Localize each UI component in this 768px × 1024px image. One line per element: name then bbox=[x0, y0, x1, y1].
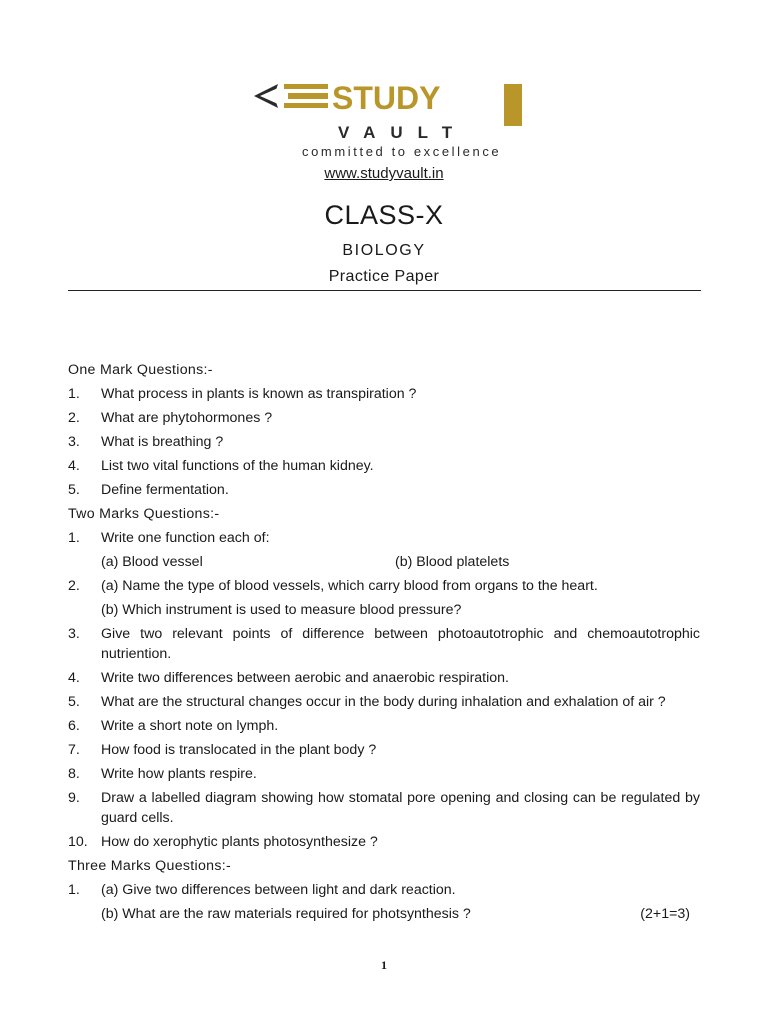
question-text: Write one function each of: bbox=[101, 530, 270, 546]
question-number: 10. bbox=[68, 834, 88, 850]
question-item bbox=[68, 624, 700, 668]
question-item bbox=[68, 788, 700, 832]
question-text: (a) Name the type of blood vessels, which carry blood from organs to the heart. bbox=[101, 578, 598, 594]
question-number: 5. bbox=[68, 482, 80, 498]
question-text: Write how plants respire. bbox=[101, 766, 257, 782]
question-item bbox=[68, 832, 700, 856]
page-number: 1 bbox=[381, 958, 387, 972]
question-number: 1. bbox=[68, 530, 80, 546]
question-item bbox=[68, 880, 700, 904]
question-number: 7. bbox=[68, 742, 80, 758]
question-item bbox=[68, 740, 700, 764]
subpart-b: (b) What are the raw materials required for photsynthesis ? bbox=[101, 906, 471, 922]
question-subparts bbox=[68, 552, 700, 576]
question-text: What is breathing ? bbox=[101, 434, 224, 450]
question-number: 5. bbox=[68, 694, 80, 710]
question-subparts bbox=[68, 904, 700, 928]
question-number: 3. bbox=[68, 434, 80, 450]
subpart-a: (a) Blood vessel bbox=[101, 554, 203, 570]
question-item bbox=[68, 576, 700, 600]
subpart-b: (b) Blood platelets bbox=[395, 554, 510, 570]
question-item bbox=[68, 668, 700, 692]
subject-title: BIOLOGY bbox=[342, 242, 426, 259]
logo-graphic bbox=[254, 80, 524, 160]
paper-type: Practice Paper bbox=[328, 268, 440, 285]
question-text: How food is translocated in the plant body ? bbox=[101, 742, 377, 758]
question-text: Give two relevant points of difference between photoautotrophic and chemoautotrophic nutriention. bbox=[101, 626, 700, 662]
question-item bbox=[68, 528, 700, 552]
question-text: Define fermentation. bbox=[101, 482, 229, 498]
question-number: 4. bbox=[68, 458, 80, 474]
question-item bbox=[68, 408, 700, 432]
study-vault-logo bbox=[254, 80, 524, 160]
question-number: 9. bbox=[68, 790, 80, 806]
section-heading-two-marks: Two Marks Questions:- bbox=[68, 506, 220, 522]
question-text: Draw a labelled diagram showing how stomatal pore opening and closing can be regulated by guard cells. bbox=[101, 790, 700, 826]
question-item bbox=[68, 716, 700, 740]
logo-sub: VAULT bbox=[338, 123, 468, 142]
logo-tagline: committed to excellence bbox=[302, 144, 502, 159]
marks-allocation: (2+1=3) bbox=[640, 906, 690, 922]
question-item bbox=[68, 480, 700, 504]
question-number: 3. bbox=[68, 626, 80, 642]
question-text: How do xerophytic plants photosynthesize ? bbox=[101, 834, 378, 850]
question-number: 1. bbox=[68, 882, 80, 898]
class-title: CLASS-X bbox=[324, 200, 444, 230]
question-item bbox=[68, 384, 700, 408]
question-text: List two vital functions of the human kidney. bbox=[101, 458, 374, 474]
question-text: What process in plants is known as transpiration ? bbox=[101, 386, 417, 402]
question-number: 8. bbox=[68, 766, 80, 782]
question-item bbox=[68, 764, 700, 788]
question-number: 4. bbox=[68, 670, 80, 686]
question-item bbox=[68, 456, 700, 480]
question-number: 2. bbox=[68, 578, 80, 594]
section-heading-one-mark: One Mark Questions:- bbox=[68, 362, 213, 378]
question-number: 2. bbox=[68, 410, 80, 426]
question-number: 1. bbox=[68, 386, 80, 402]
header-divider bbox=[68, 290, 701, 291]
question-text: What are phytohormones ? bbox=[101, 410, 273, 426]
question-text: (a) Give two differences between light and dark reaction. bbox=[101, 882, 456, 898]
question-text: What are the structural changes occur in the body during inhalation and exhalation of air ? bbox=[101, 694, 666, 710]
logo-brand: STUDY bbox=[332, 80, 441, 116]
question-subparts bbox=[68, 600, 700, 624]
section-heading-three-marks: Three Marks Questions:- bbox=[68, 858, 232, 874]
website-link[interactable]: www.studyvault.in bbox=[324, 165, 444, 182]
question-item bbox=[68, 432, 700, 456]
questions-body bbox=[68, 360, 700, 928]
question-text: Write two differences between aerobic and anaerobic respiration. bbox=[101, 670, 509, 686]
question-number: 6. bbox=[68, 718, 80, 734]
question-item bbox=[68, 692, 700, 716]
subpart-b: (b) Which instrument is used to measure blood pressure? bbox=[101, 602, 462, 618]
question-text: Write a short note on lymph. bbox=[101, 718, 279, 734]
